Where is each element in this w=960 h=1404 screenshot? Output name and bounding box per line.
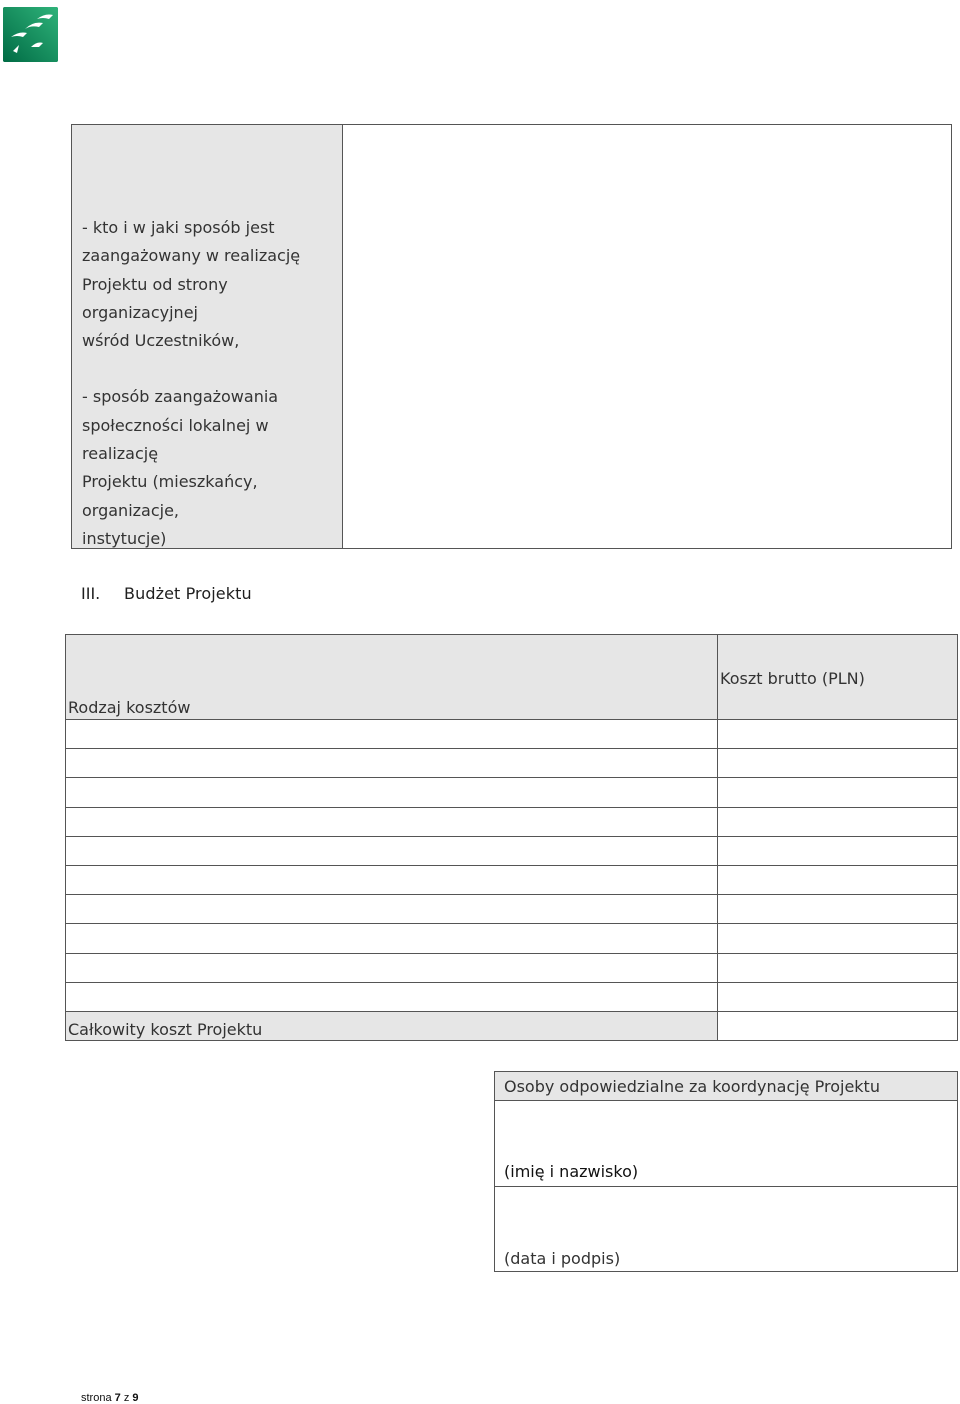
cost-type-cell[interactable] (66, 953, 718, 982)
gross-cost-header: Koszt brutto (PLN) (718, 635, 958, 720)
date-label: (data i podpis) (504, 1249, 621, 1268)
cost-value-cell[interactable] (718, 953, 958, 982)
page-number (81, 1392, 139, 1404)
section-heading (81, 584, 252, 603)
responsible-persons-box (494, 1071, 958, 1272)
cost-type-cell[interactable] (66, 749, 718, 778)
name-signature-field[interactable] (495, 1101, 957, 1187)
budget-row (66, 953, 958, 982)
question-line: wśród Uczestników, (82, 331, 240, 351)
question-line: Projektu (mieszkańcy, organizacje, (82, 472, 258, 520)
cost-value-cell[interactable] (718, 865, 958, 894)
cost-value-cell[interactable] (718, 924, 958, 953)
budget-row (66, 924, 958, 953)
budget-row (66, 749, 958, 778)
page-prefix: strona (81, 1392, 112, 1404)
question-label-cell (72, 125, 343, 548)
cost-type-cell[interactable] (66, 865, 718, 894)
budget-row (66, 865, 958, 894)
section-number: III. (81, 584, 101, 603)
responsible-persons-header: Osoby odpowiedzialne za koordynację Projektu (495, 1072, 957, 1101)
cost-value-cell[interactable] (718, 778, 958, 807)
current-page: 7 (114, 1392, 121, 1404)
total-cost-value[interactable] (718, 1011, 958, 1040)
question-table (71, 124, 952, 549)
budget-row (66, 778, 958, 807)
answer-field[interactable] (343, 125, 951, 548)
name-label: (imię i nazwisko) (504, 1162, 639, 1181)
cost-type-cell[interactable] (66, 924, 718, 953)
cost-value-cell[interactable] (718, 836, 958, 865)
budget-row (66, 982, 958, 1011)
budget-row (66, 720, 958, 749)
cost-value-cell[interactable] (718, 982, 958, 1011)
section-title: Budżet Projektu (124, 584, 252, 603)
cost-type-cell[interactable] (66, 720, 718, 749)
question-line: zaangażowany w realizację (82, 246, 301, 266)
question-line: - kto i w jaki sposób jest (82, 218, 275, 237)
cost-value-cell[interactable] (718, 807, 958, 836)
question-line: Projektu od strony organizacyjnej (82, 274, 228, 322)
budget-row (66, 836, 958, 865)
cost-value-cell[interactable] (718, 749, 958, 778)
budget-row (66, 807, 958, 836)
date-signature-field[interactable] (495, 1187, 957, 1268)
cost-type-cell[interactable] (66, 895, 718, 924)
cost-type-cell[interactable] (66, 836, 718, 865)
cost-type-cell[interactable] (66, 807, 718, 836)
budget-table (65, 634, 958, 1041)
budget-header-row (66, 635, 958, 720)
question-line: społeczności lokalnej w realizację (82, 415, 269, 464)
total-cost-label: Całkowity koszt Projektu (66, 1011, 718, 1040)
bank-logo-icon (3, 7, 58, 62)
cost-type-cell[interactable] (66, 778, 718, 807)
budget-row (66, 895, 958, 924)
budget-total-row (66, 1011, 958, 1040)
cost-value-cell[interactable] (718, 720, 958, 749)
page-separator: z (123, 1392, 130, 1404)
cost-value-cell[interactable] (718, 895, 958, 924)
question-line: instytucje) (82, 528, 167, 548)
cost-type-cell[interactable] (66, 982, 718, 1011)
question-line: - sposób zaangażowania (82, 387, 279, 407)
cost-type-header: Rodzaj kosztów (66, 635, 718, 720)
total-pages: 9 (132, 1392, 139, 1404)
